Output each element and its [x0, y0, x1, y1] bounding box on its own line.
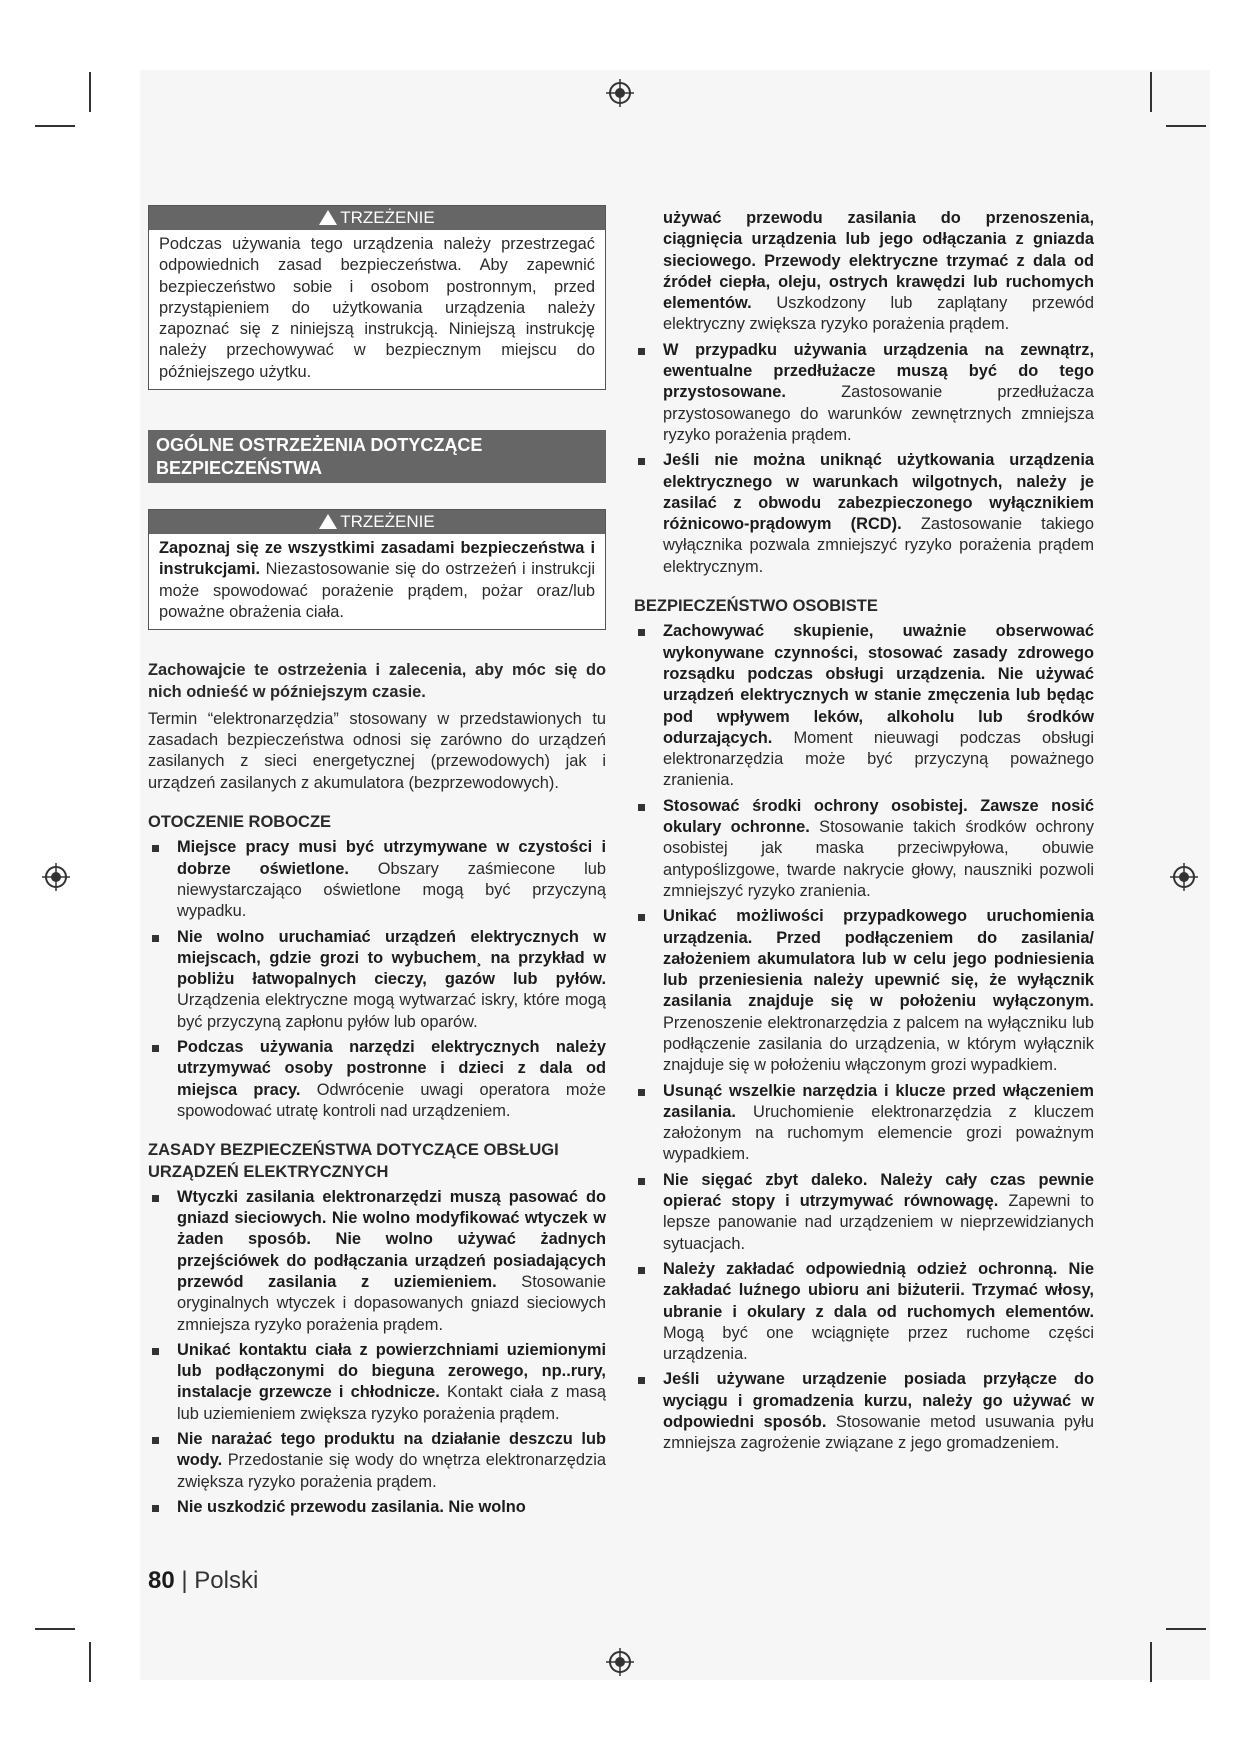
warning-text: Podczas używania tego urządzenia należy przestrzegać odpowiednich zasad bezpieczeństwa. Aby zapewnić bezpieczeństwo sobie i osobom postronnym, przed przystąpieniem do użytkowania urządzenia należy zapoznać się z niniejszą instrukcją. Niniejszą instrukcję należy przechowywać w bezpiecznym miejscu do późniejszego użytku. [159, 235, 595, 381]
warning-header [149, 510, 605, 534]
list-item: Nie uszkodzić przewodu zasilania. Nie wolno [148, 1497, 606, 1518]
warning-text: Niezastosowanie się do ostrzeżeń i instrukcji może spowodować porażenie prądem, pożar oraz/lub poważne obrażenia ciała. [159, 560, 595, 621]
work-area-list [148, 837, 606, 1122]
registration-mark-icon [606, 79, 634, 107]
list-item: Unikać możliwości przypadkowego uruchomienia urządzenia. Przed podłączeniem do zasilania/ założeniem akumulatora lub w celu jego podniesienia lub przeniesienia należy upewnić się, że wyłącznik zasilania znajduje się w położeniu wyłączonym. Przenoszenie elektronarzędzia z palcem na wyłączniku lub podłączenie zasilania do urządzenia, w którym wyłącznik znajduje się w położeniu włączonym grozi wypadkiem. [634, 906, 1094, 1076]
crop-mark [89, 72, 91, 112]
crop-mark [1150, 1642, 1152, 1682]
warning-bold: Zapoznaj się ze wszystkimi zasadami bezpieczeństwa i instrukcjami. [159, 539, 595, 579]
personal-heading: BEZPIECZEŃSTWO OSOBISTE [634, 597, 878, 616]
warning-box-1 [148, 205, 606, 390]
list-item: Nie sięgać zbyt daleko. Należy cały czas pewnie opierać stopy i utrzymywać równowagę. Zapewni to lepsze panowanie nad urządzeniem w nieprzewidzianych sytuacjach. [634, 1170, 1094, 1255]
list-item: Jeśli używane urządzenie posiada przyłącze do wyciągu i gromadzenia kurzu, należy go używać w odpowiedni sposób. Stosowanie metod usuwania pyłu zmniejsza zagrożenie związane z jego gromadzeniem. [634, 1369, 1094, 1454]
warning-triangle-icon [319, 514, 337, 529]
right-column [634, 208, 1094, 1459]
warning-title: TRZEŻENIE [340, 208, 435, 227]
list-item: Zachowywać skupienie, uważnie obserwować wykonywane czynności, stosować zasady zdrowego rozsądku podczas obsługi urządzenia. Nie używać urządzeń elektrycznych w stanie zmęczenia lub będąc pod wpływem leków, alkoholu lub środków odurzających. Moment nieuwagi podczas obsługi elektronarzędzia może być przyczyną poważnego zranienia. [634, 621, 1094, 791]
registration-mark-icon [42, 863, 70, 891]
list-item: Nie narażać tego produktu na działanie deszczu lub wody. Przedostanie się wody do wnętrza elektronarzędzia zwiększa ryzyko porażenia prądem. [148, 1429, 606, 1493]
footer-language: Polski [194, 1567, 259, 1594]
list-item: Usunąć wszelkie narzędzia i klucze przed włączeniem zasilania. Uruchomienie elektronarzędzia z kluczem założonym na ruchomym elemencie grozi poważnym wypadkiem. [634, 1081, 1094, 1166]
left-column [148, 205, 606, 1522]
electrical-list [148, 1187, 606, 1518]
work-area-heading: OTOCZENIE ROBOCZE [148, 813, 332, 832]
registration-mark-icon [1170, 863, 1198, 891]
warning-title: TRZEŻENIE [340, 512, 435, 532]
list-item: Wtyczki zasilania elektronarzędzi muszą pasować do gniazd sieciowych. Nie wolno modyfikować wtyczek w żaden sposób. Nie wolno używać żadnych przejściówek do podłączania urządzeń posiadających przewód zasilania z uziemieniem. Stosowanie oryginalnych wtyczek i dopasowanych gniazd sieciowych zmniejsza ryzyko porażenia prądem. [148, 1187, 606, 1336]
crop-mark [35, 1628, 75, 1630]
list-item: Należy zakładać odpowiednią odzież ochronną. Nie zakładać luźnego ubioru ani biżuterii. Trzymać włosy, ubranie i okulary z dala od ruchomych elementów. Mogą być one wciągnięte przez ruchome części urządzenia. [634, 1259, 1094, 1365]
outdoor-list [634, 340, 1094, 578]
lead-text: Termin “elektronarzędzia” stosowany w przedstawionych tu zasadach bezpieczeństwa odnosi się zarówno do urządzeń zasilanych z sieci energetycznej (przewodowych) jak i urządzeń zasilanych z akumulatora (bezprzewodowych). [148, 709, 606, 792]
list-item: W przypadku używania urządzenia na zewnątrz, ewentualne przedłużacze muszą być do tego przystosowane. Zastosowanie przedłużacza przystosowanego do warunków zewnętrznych zmniejsza ryzyko porażenia prądem. [634, 340, 1094, 446]
electrical-heading: ZASADY BEZPIECZEŃSTWA DOTYCZĄCE OBSŁUGI URZĄDZEŃ ELEKTRYCZNYCH [148, 1141, 559, 1181]
crop-mark [1166, 125, 1206, 127]
lead-bold: Zachowajcie te ostrzeżenia i zalecenia, aby móc się do nich odnieść w późniejszym czasie. [148, 661, 606, 701]
list-item: Unikać kontaktu ciała z powierzchniami uziemionymi lub podłączonymi do bieguna zerowego, np..rury, instalacje grzewcze i chłodnicze. Kontakt ciała z masą lub uziemieniem zwiększa ryzyko porażenia prądem. [148, 1340, 606, 1425]
list-item: Miejsce pracy musi być utrzymywane w czystości i dobrze oświetlone. Obszary zaśmiecone lub niewystarczająco oświetlone mogą być przyczyną wypadku. [148, 837, 606, 922]
page-footer [148, 1567, 258, 1595]
warning-box-2 [148, 509, 606, 630]
crop-mark [1150, 72, 1152, 112]
footer-separator: | [174, 1567, 195, 1594]
list-item: Podczas używania narzędzi elektrycznych należy utrzymywać osoby postronne i dzieci z dala od miejsca pracy. Odwrócenie uwagi operatora może spowodować utratę kontroli nad urządzeniem. [148, 1037, 606, 1122]
continued-item: używać przewodu zasilania do przenoszenia, ciągnięcia urządzenia lub jego odłączania z gniazda sieciowego. Przewody elektryczne trzymać z dala od źródeł ciepła, oleju, ostrych krawędzi lub ruchomych elementów. Uszkodzony lub zaplątany przewód elektryczny zwiększa ryzyko porażenia prądem. [663, 209, 1094, 334]
warning-header [149, 206, 605, 230]
personal-list [634, 621, 1094, 1454]
crop-mark [1166, 1628, 1206, 1630]
list-item: Stosować środki ochrony osobistej. Zawsze nosić okulary ochronne. Stosowanie takich środków ochrony osobistej jak maska przeciwpyłowa, obuwie antypoślizgowe, twarde nakrycie głowy, nauszniki pozwoli zmniejszyć ryzyko zranienia. [634, 796, 1094, 902]
crop-mark [35, 125, 75, 127]
section-title: OGÓLNE OSTRZEŻENIA DOTYCZĄCE BEZPIECZEŃSTWA [148, 430, 606, 483]
page-number: 80 [148, 1567, 175, 1594]
list-item: Nie wolno uruchamiać urządzeń elektrycznych w miejscach, gdzie grozi to wybuchem¸ na przykład w pobliżu łatwopalnych cieczy, gazów lub pyłów. Urządzenia elektryczne mogą wytwarzać iskry, które mogą być przyczyną zapłonu pyłów lub oparów. [148, 927, 606, 1033]
crop-mark [89, 1642, 91, 1682]
list-item: Jeśli nie można uniknąć użytkowania urządzenia elektrycznego w warunkach wilgotnych, należy je zasilać z obwodu zabezpieczonego wyłącznikiem różnicowo-prądowym (RCD). Zastosowanie takiego wyłącznika pozwala zmniejszyć ryzyko porażenia prądem elektrycznym. [634, 450, 1094, 578]
warning-triangle-icon [319, 210, 337, 225]
registration-mark-icon [606, 1648, 634, 1676]
